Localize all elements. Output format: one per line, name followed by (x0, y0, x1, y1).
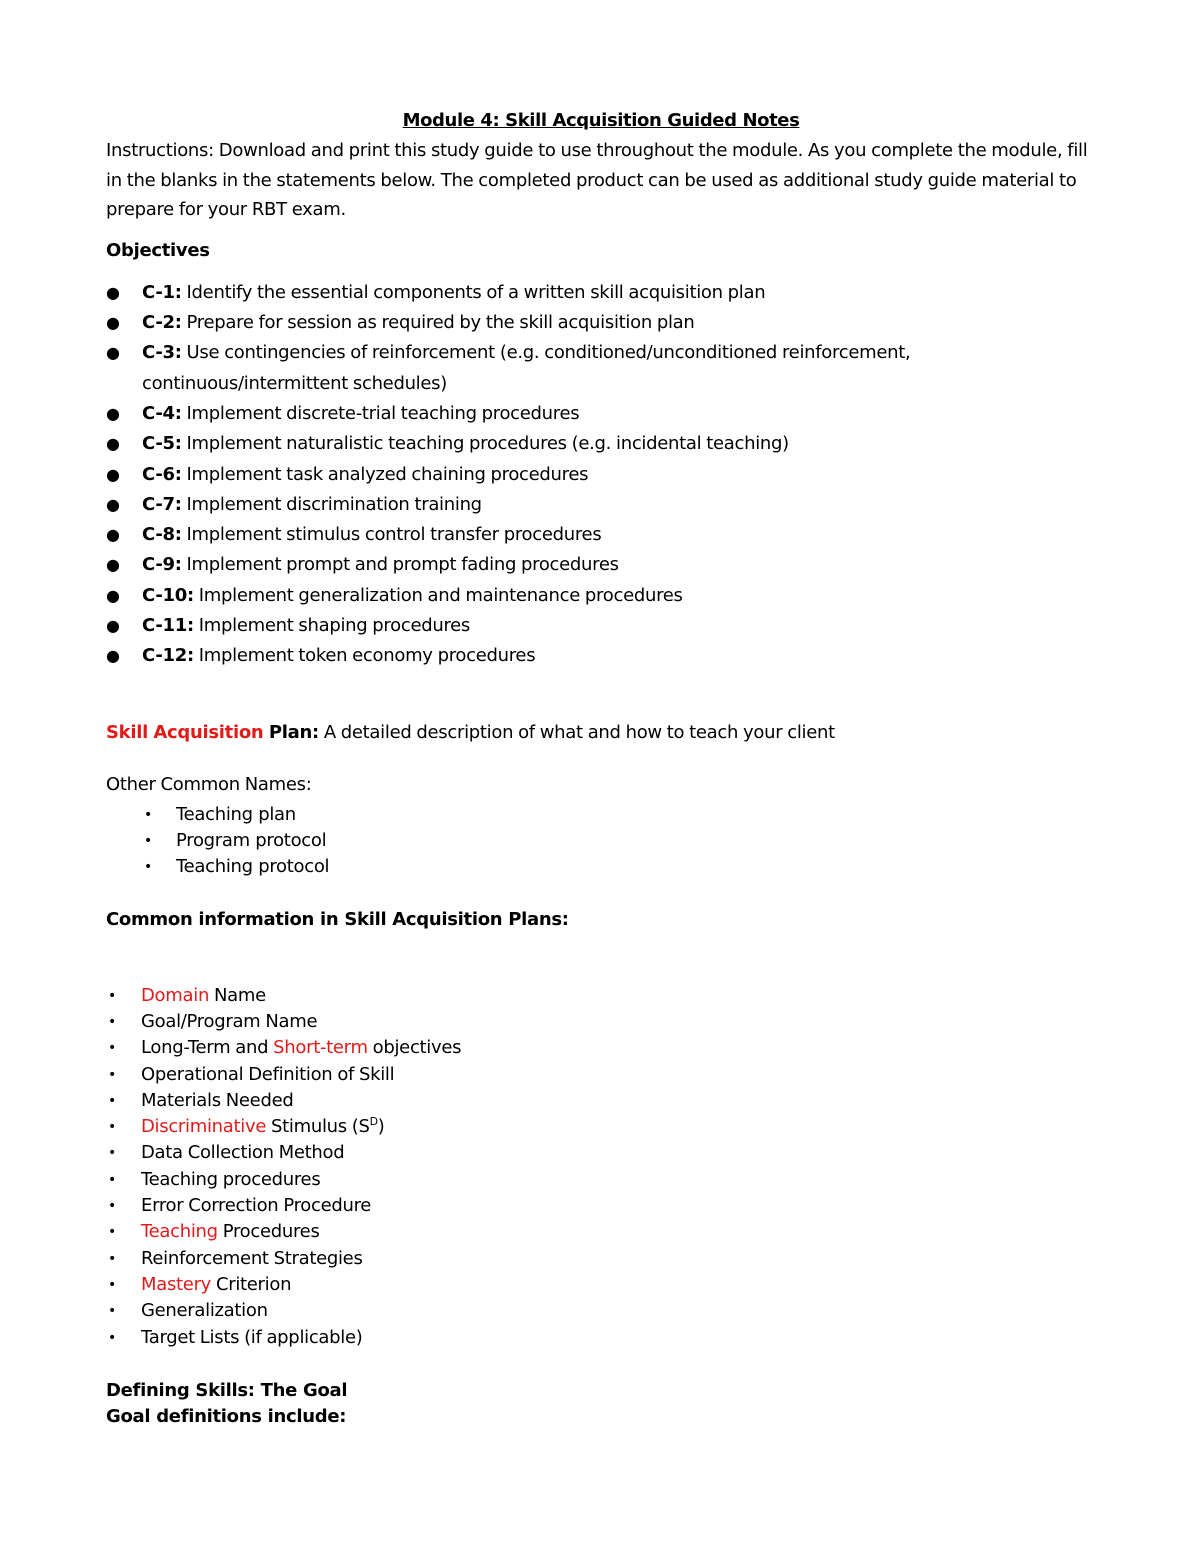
list-item: • Data Collection Method (106, 1140, 1096, 1166)
bullet-icon: ● (106, 585, 120, 605)
bullet-icon: • (108, 1092, 116, 1109)
objective-item: ● C-7: Implement discrimination training (106, 490, 1096, 520)
objectives-list (106, 278, 1096, 672)
bullet-icon: • (108, 1066, 116, 1083)
instructions-paragraph: Instructions: Download and print this study guide to use throughout the module. As you complete the module, fill in the blanks in the statements below. The completed product can be used as additional study guide material to prepare for your RBT exam. (106, 140, 1088, 221)
list-item: • Domain Name (106, 983, 1096, 1009)
list-item: • Error Correction Procedure (106, 1193, 1096, 1219)
defining-skills-heading: Defining Skills: The Goal (106, 1379, 348, 1401)
bullet-icon: ● (106, 525, 120, 545)
sap-term-red: Skill Acquisition (106, 721, 264, 743)
bullet-icon: ● (106, 434, 120, 454)
bullet-icon: • (108, 1171, 116, 1188)
objective-item: ● C-9: Implement prompt and prompt fading procedures (106, 550, 1096, 580)
bullet-icon: ● (106, 282, 120, 302)
list-item: • Discriminative Stimulus $(S^D)$ (106, 1114, 1096, 1140)
objective-item: ● C-5: Implement naturalistic teaching procedures (e.g. incidental teaching) (106, 429, 1096, 459)
sap-definition-text: A detailed description of what and how to teach your client (318, 721, 835, 743)
common-info-list (106, 983, 1096, 1351)
objectives-heading: Objectives (106, 239, 210, 261)
bullet-icon: • (108, 1250, 116, 1267)
bullet-icon: • (108, 1040, 116, 1057)
list-item: • Teaching Procedures (106, 1219, 1096, 1245)
objective-item: ● C-4: Implement discrete-trial teaching procedures (106, 399, 1096, 429)
bullet-icon: • (108, 1329, 116, 1346)
list-item: • Teaching protocol (106, 854, 1096, 880)
bullet-icon: • (144, 858, 152, 875)
bullet-icon: ● (106, 646, 120, 666)
objective-item: ● C-11: Implement shaping procedures (106, 611, 1096, 641)
bullet-icon: ● (106, 464, 120, 484)
list-item: • Teaching plan (106, 802, 1096, 828)
objective-item: ● C-1: Identify the essential components of a written skill acquisition plan (106, 278, 1096, 308)
goal-definitions-heading: Goal definitions include: (106, 1405, 347, 1427)
objective-item: ● C-2: Prepare for session as required by the skill acquisition plan (106, 308, 1096, 338)
bullet-icon: ● (106, 313, 120, 333)
bullet-icon: • (144, 806, 152, 823)
document-title: Module 4: Skill Acquisition Guided Notes (402, 110, 800, 131)
list-item: • Teaching procedures (106, 1167, 1096, 1193)
list-item: • Operational Definition of Skill (106, 1062, 1096, 1088)
bullet-icon: • (108, 1119, 116, 1136)
bullet-icon: ● (106, 616, 120, 636)
objective-item: ● C-3: Use contingencies of reinforcement (e.g. conditioned/unconditioned reinforcement, continuous/intermittent schedules) (106, 338, 1096, 399)
bullet-icon: ● (106, 343, 120, 363)
bullet-icon: • (108, 1145, 116, 1162)
list-item: • Materials Needed (106, 1088, 1096, 1114)
other-names-label: Other Common Names: (106, 773, 312, 795)
list-item: • Long-Term and Short-term objectives (106, 1035, 1096, 1061)
bullet-icon: • (108, 1276, 116, 1293)
list-item: • Reinforcement Strategies (106, 1246, 1096, 1272)
bullet-icon: • (108, 1303, 116, 1320)
common-info-heading: Common information in Skill Acquisition Plans: (106, 908, 569, 930)
objective-item: ● C-10: Implement generalization and maintenance procedures (106, 581, 1096, 611)
bullet-icon: ● (106, 494, 120, 514)
objective-item: ● C-6: Implement task analyzed chaining procedures (106, 460, 1096, 490)
bullet-icon: ● (106, 403, 120, 423)
objective-item: ● C-12: Implement token economy procedures (106, 641, 1096, 671)
bullet-icon: • (108, 1013, 116, 1030)
list-item: • Target Lists (if applicable) (106, 1325, 1096, 1351)
list-item: • Program protocol (106, 828, 1096, 854)
bullet-icon: • (144, 832, 152, 849)
bullet-icon: • (108, 1198, 116, 1215)
document-page (106, 108, 1096, 1430)
list-item: • Generalization (106, 1298, 1096, 1324)
sap-term: Plan: (263, 721, 319, 743)
bullet-icon: • (108, 1224, 116, 1241)
objective-item: ● C-8: Implement stimulus control transfer procedures (106, 520, 1096, 550)
bullet-icon: • (108, 987, 116, 1004)
list-item: • Goal/Program Name (106, 1009, 1096, 1035)
bullet-icon: ● (106, 555, 120, 575)
sap-definition (106, 720, 1096, 746)
other-names-list (106, 802, 1096, 880)
list-item: • Mastery Criterion (106, 1272, 1096, 1298)
